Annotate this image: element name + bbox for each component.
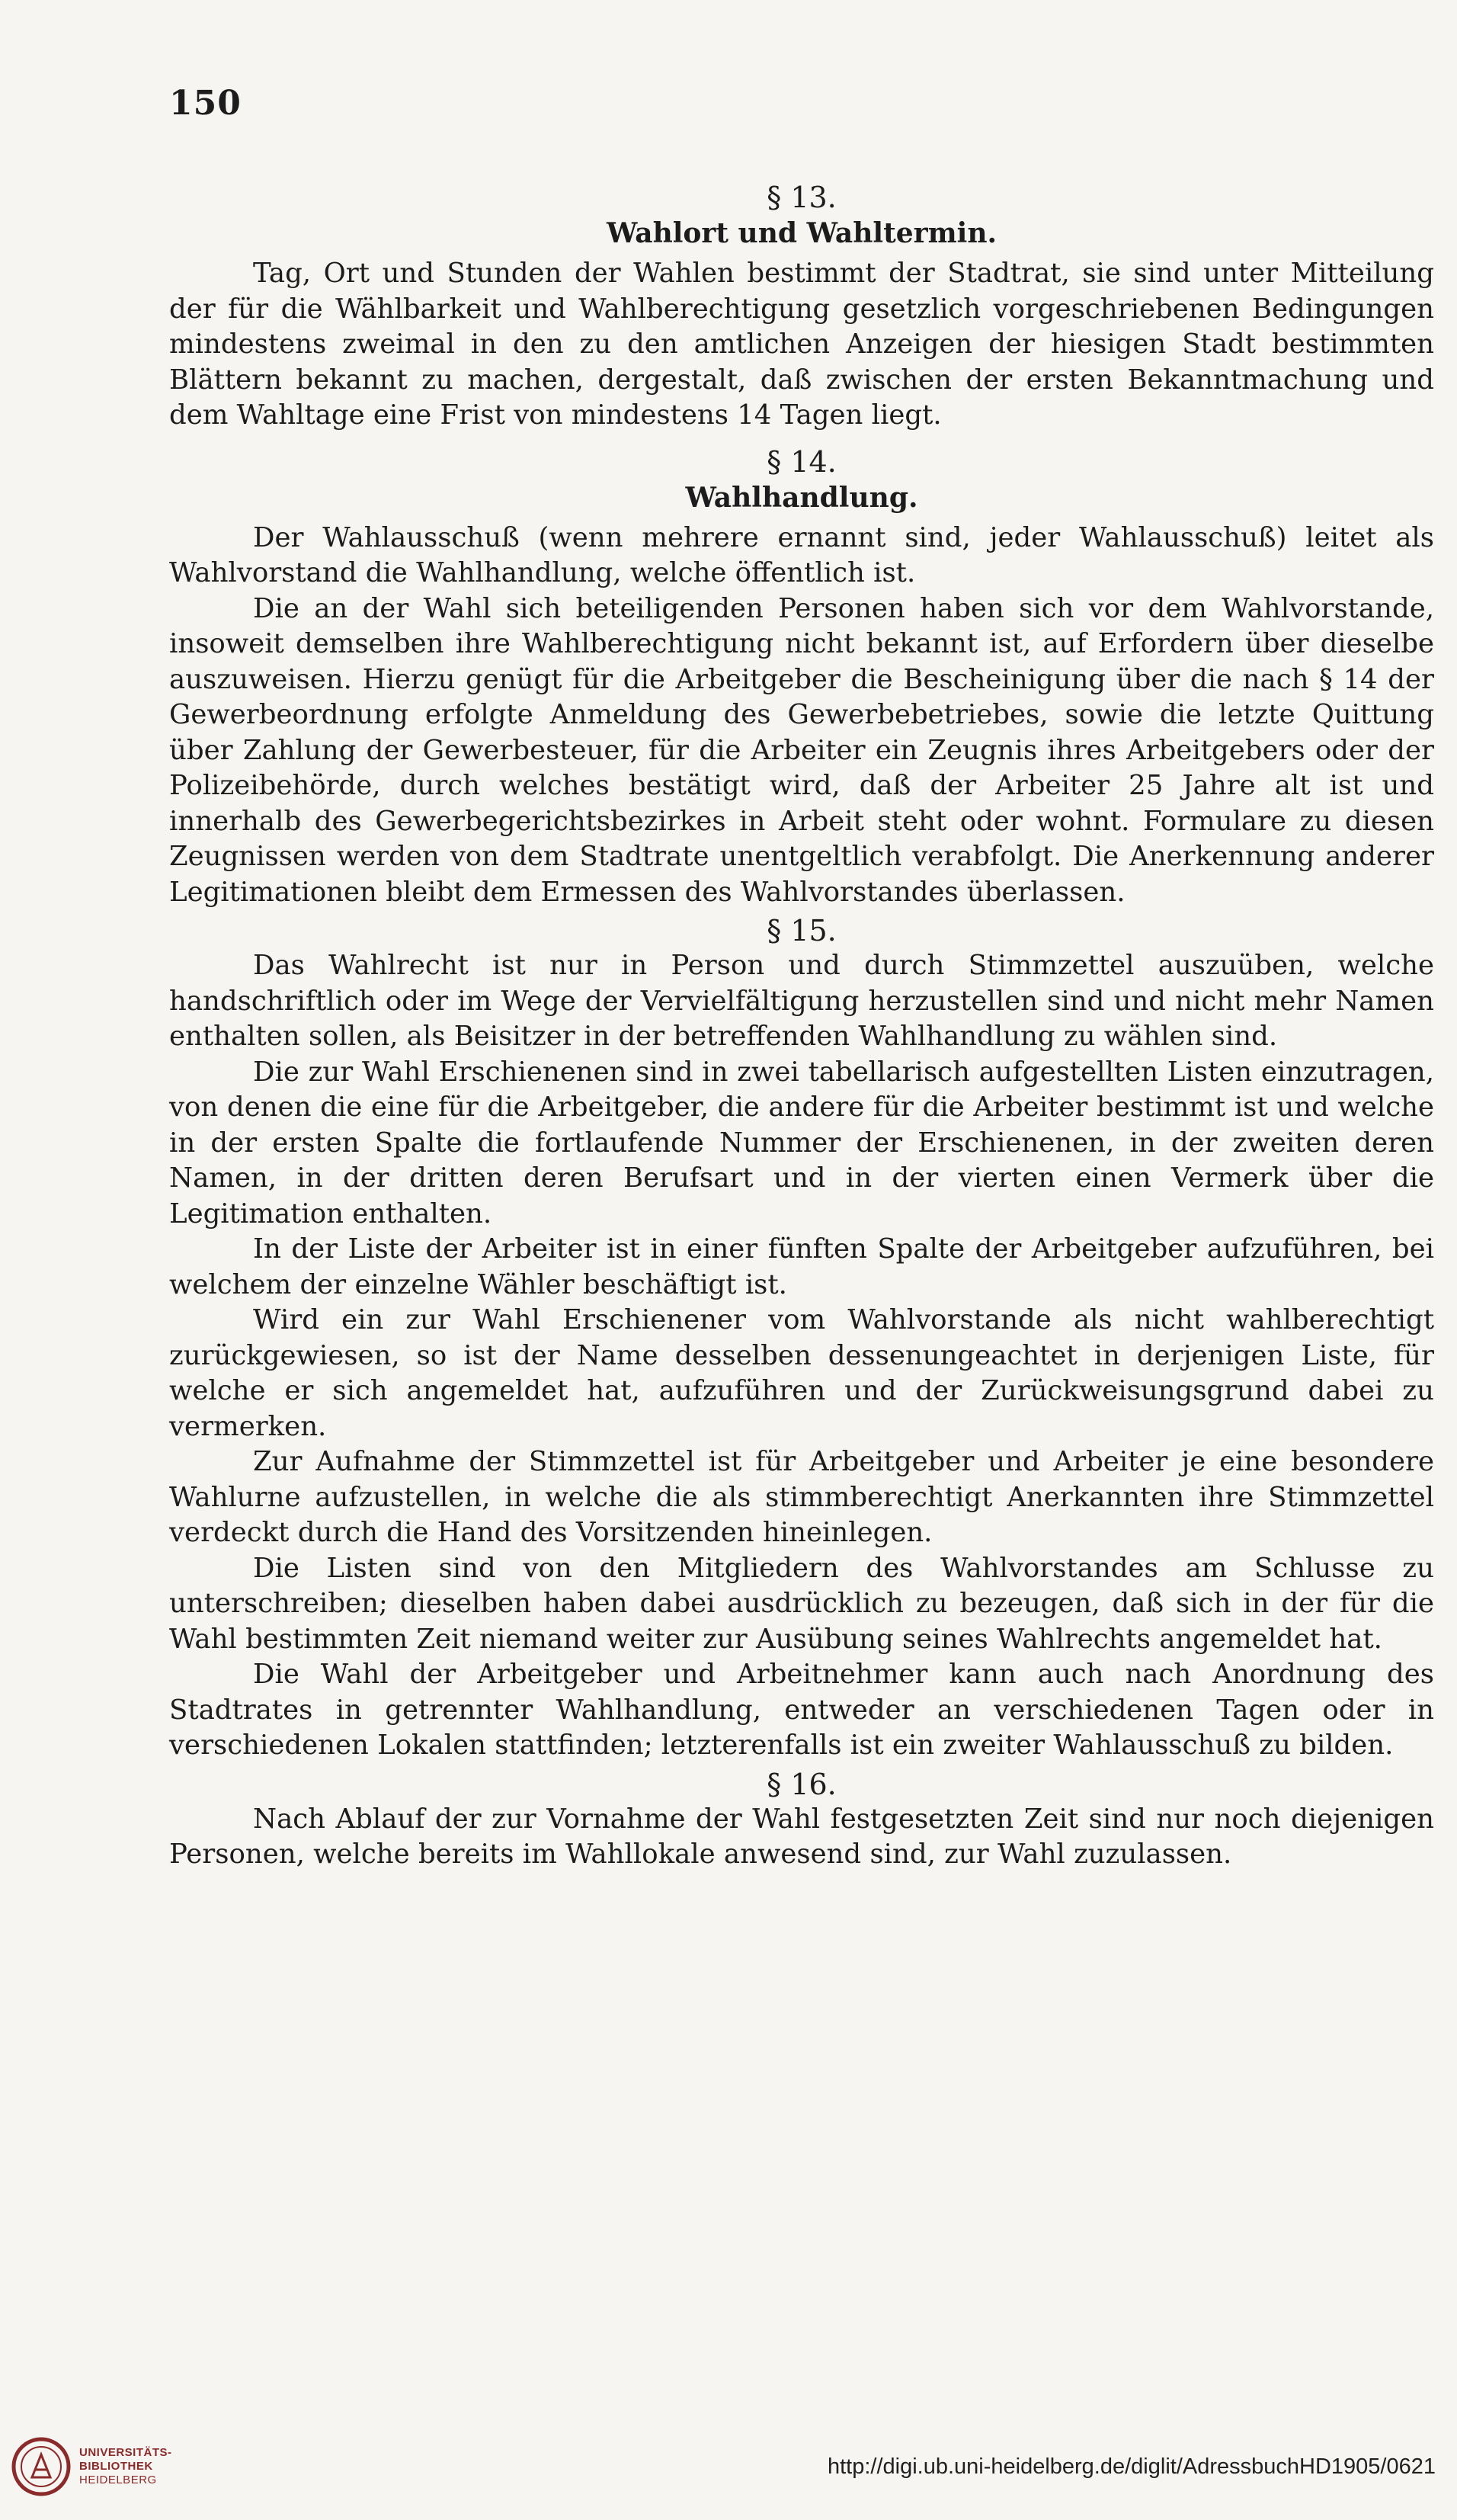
section-number: § 14.	[767, 444, 837, 479]
section-number: § 13.	[767, 181, 837, 214]
library-logo[interactable]	[11, 2436, 172, 2497]
section-16	[169, 1767, 1434, 1873]
footer	[0, 2409, 1457, 2520]
logo-line: BIBLIOTHEK	[79, 2460, 153, 2473]
paragraph: Zur Aufnahme der Stimmzettel ist für Arbeitgeber und Arbeiter je eine besondere Wahlurne aufzustellen, in welche die als stimmberechtigt Anerkannten ihre Stimmzettel verdeckt durch die Hand des Vorsitzenden hineinlegen.	[169, 1446, 1434, 1548]
paragraph: Die zur Wahl Erschienenen sind in zwei tabellarisch aufgestellten Listen einzutragen, von denen die eine für die Arbeitgeber, die andere für die Arbeiter bestimmt ist und welche in der ersten Spalte die fortlaufende Nummer der Erschienenen, in der zweiten deren Namen, in der dritten deren Berufsart und in der vierten einen Vermerk über die Legitimation enthalten.	[169, 1056, 1434, 1230]
paragraph: Der Wahlausschuß (wenn mehrere ernannt sind, jeder Wahlausschuß) leitet als Wahlvorstand die Wahlhandlung, welche öffentlich ist.	[169, 521, 1434, 588]
university-seal-icon	[11, 2436, 72, 2497]
section-title: Wahlort und Wahltermin.	[606, 217, 997, 249]
section-15	[169, 913, 1434, 1764]
paragraph: In der Liste der Arbeiter ist in einer fünften Spalte der Arbeitgeber aufzuführen, bei welchem der einzelne Wähler beschäftigt ist.	[169, 1233, 1434, 1300]
paragraph: Die Wahl der Arbeitgeber und Arbeitnehmer kann auch nach Anordnung des Stadtrates in getrennter Wahlhandlung, entweder an verschiedenen Tagen oder in verschiedenen Lokalen stattfinden; letzterenfalls ist ein zweiter Wahlausschuß zu bilden.	[169, 1659, 1434, 1761]
section-number: § 15.	[767, 914, 837, 947]
page-number: 150	[169, 84, 242, 123]
paragraph: Die Listen sind von den Mitgliedern des Wahlvorstandes am Schlusse zu unterschreiben; dieselben haben dabei ausdrücklich zu bezeugen, daß sich in der für die Wahl bestimmten Zeit niemand weiter zur Ausübung seines Wahlrechts angemeldet hat.	[169, 1552, 1434, 1655]
section-13	[169, 180, 1434, 434]
section-title: Wahlhandlung.	[685, 481, 918, 514]
paragraph: Nach Ablauf der zur Vornahme der Wahl festgesetzten Zeit sind nur noch diejenigen Personen, welche bereits im Wahllokale anwesend sind, zur Wahl zuzulassen.	[169, 1803, 1434, 1870]
paragraph: Das Wahlrecht ist nur in Person und durch Stimmzettel auszuüben, welche handschriftlich oder im Wege der Vervielfältigung herzustellen sind und nicht mehr Namen enthalten sollen, als Beisitzer in der betreffenden Wahlhandlung zu wählen sind.	[169, 950, 1434, 1052]
logo-line: HEIDELBERG	[79, 2474, 157, 2486]
paragraph: Die an der Wahl sich beteiligenden Personen haben sich vor dem Wahlvorstande, insoweit demselben ihre Wahlberechtigung nicht bekannt ist, auf Erfordern über dieselbe auszuweisen. Hierzu genügt für die Arbeitgeber die Bescheinigung über die nach § 14 der Gewerbeordnung erfolgte Anmeldung des Gewerbebetriebes, sowie die letzte Quittung über Zahlung der Gewerbesteuer, für die Arbeiter ein Zeugnis ihres Arbeitgebers oder der Polizeibehörde, durch welches bestätigt wird, daß der Arbeiter 25 Jahre alt ist und innerhalb des Gewerbegerichtsbezirkes in Arbeit steht oder wohnt. Formulare zu diesen Zeugnissen werden von dem Stadtrate unentgeltlich verabfolgt. Die Anerkennung anderer Legitimationen bleibt dem Ermessen des Wahlvorstandes überlassen.	[169, 592, 1434, 908]
paragraph: Tag, Ort und Stunden der Wahlen bestimmt der Stadtrat, sie sind unter Mitteilung der für die Wählbarkeit und Wahlberechtigung gesetzlich vorgeschriebenen Bedingungen mindestens zweimal in den zu den amtlichen Anzeigen der hiesigen Stadt bestimmten Blättern bekannt zu machen, dergestalt, daß zwischen der ersten Bekanntmachung und dem Wahltage eine Frist von mindestens 14 Tagen liegt.	[169, 258, 1434, 431]
document-body	[169, 177, 1434, 1873]
section-14	[169, 444, 1434, 911]
paragraph: Wird ein zur Wahl Erschienener vom Wahlvorstande als nicht wahlberechtigt zurückgewiesen, so ist der Name desselben dessenungeachtet in derjenigen Liste, für welche er sich angemeldet hat, aufzuführen und der Zurückweisungsgrund dabei zu vermerken.	[169, 1304, 1434, 1442]
section-number: § 16.	[767, 1767, 837, 1801]
source-url-link[interactable]: http://digi.ub.uni-heidelberg.de/diglit/AdressbuchHD1905/0621	[827, 2454, 1436, 2479]
logo-line: UNIVERSITÄTS-	[79, 2446, 172, 2459]
